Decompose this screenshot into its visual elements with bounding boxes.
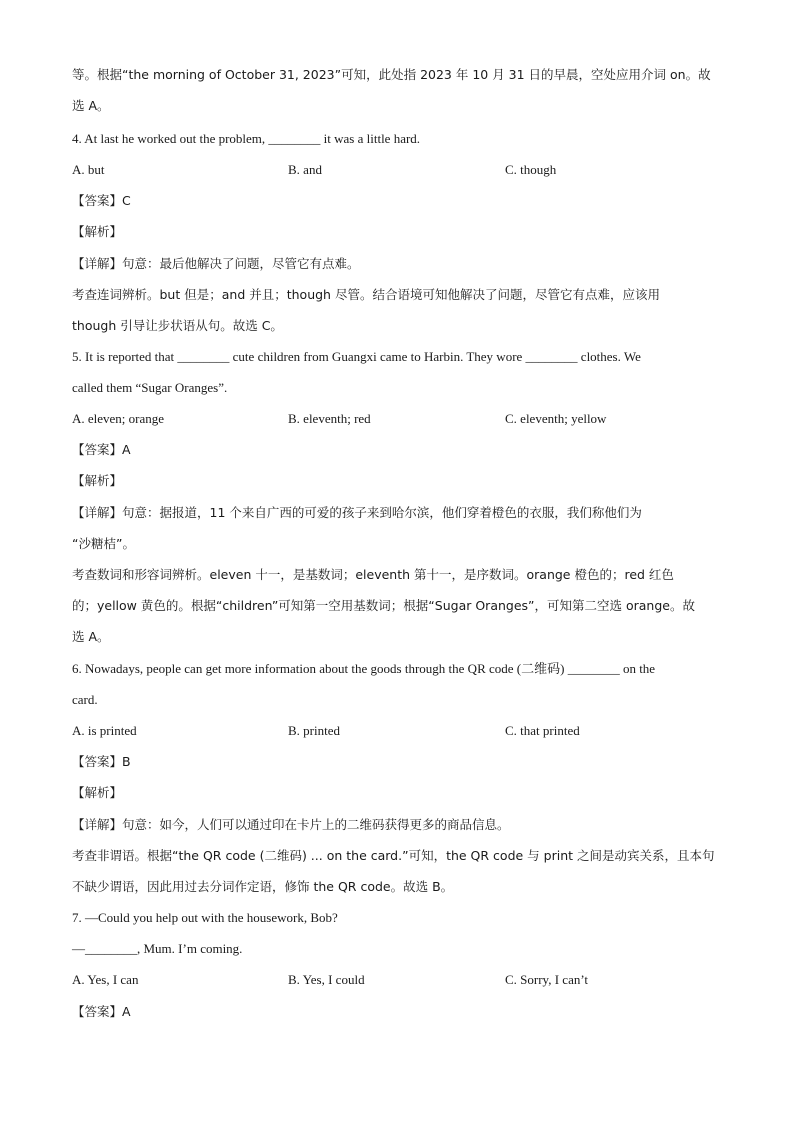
q4-answer: 【答案】C <box>72 193 131 208</box>
q4-option-b: B. and <box>288 162 322 177</box>
question-6: 6. Nowadays, people can get more information about the goods through the QR code (二维码) ________ on the <box>72 661 656 676</box>
q6-explanation-line: 不缺少谓语，因此用过去分词作定语，修饰 the QR code。故选 B。 <box>72 879 454 894</box>
q6-analysis-heading: 【解析】 <box>72 785 123 800</box>
explanation-line: 选 A。 <box>72 98 110 113</box>
question-7-response: —________, Mum. I’m coming. <box>72 941 243 956</box>
q4-explanation-line: 考查连词辨析。but 但是；and 并且；though 尽管。结合语境可知他解决了问题，尽管它有点难，应该用 <box>72 287 660 302</box>
q7-option-a: A. Yes, I can <box>72 972 139 987</box>
q6-option-c: C. that printed <box>505 723 580 738</box>
q5-answer: 【答案】A <box>72 442 131 457</box>
q5-detail-continued: “沙糖桔”。 <box>72 536 135 551</box>
q6-option-b: B. printed <box>288 723 340 738</box>
q7-answer: 【答案】A <box>72 1004 131 1019</box>
q5-explanation-line: 选 A。 <box>72 629 110 644</box>
question-4: 4. At last he worked out the problem, ________ it was a little hard. <box>72 131 421 146</box>
q6-detail: 【详解】句意：如今，人们可以通过印在卡片上的二维码获得更多的商品信息。 <box>72 817 510 832</box>
q4-option-c: C. though <box>505 162 557 177</box>
q6-answer: 【答案】B <box>72 754 131 769</box>
q4-analysis-heading: 【解析】 <box>72 224 123 239</box>
q5-option-b: B. eleventh; red <box>288 411 371 426</box>
q4-detail: 【详解】句意：最后他解决了问题，尽管它有点难。 <box>72 256 360 271</box>
q7-option-b: B. Yes, I could <box>288 972 365 987</box>
q6-explanation-line: 考查非谓语。根据“the QR code (二维码) ... on the card.”可知，the QR code 与 print 之间是动宾关系，且本句 <box>72 848 715 863</box>
q5-option-c: C. eleventh; yellow <box>505 411 607 426</box>
q5-detail: 【详解】句意：据报道，11 个来自广西的可爱的孩子来到哈尔滨，他们穿着橙色的衣服，我们称他们为 <box>72 505 642 520</box>
q5-explanation-line: 的；yellow 黄色的。根据“children”可知第一空用基数词；根据“Sugar Oranges”，可知第二空选 orange。故 <box>72 598 695 613</box>
q5-option-a: A. eleven; orange <box>72 411 165 426</box>
q7-option-c: C. Sorry, I can’t <box>505 972 589 987</box>
question-5-continued: called them “Sugar Oranges”. <box>72 380 228 395</box>
question-6-continued: card. <box>72 692 98 707</box>
q4-explanation-line: though 引导让步状语从句。故选 C。 <box>72 318 283 333</box>
q5-explanation-line: 考查数词和形容词辨析。eleven 十一，是基数词；eleventh 第十一，是序数词。orange 橙色的；red 红色 <box>72 567 674 582</box>
explanation-line: 等。根据“the morning of October 31, 2023”可知，此处指 2023 年 10 月 31 日的早晨，空处应用介词 on。故 <box>72 67 711 82</box>
q5-analysis-heading: 【解析】 <box>72 473 123 488</box>
q4-option-a: A. but <box>72 162 105 177</box>
question-5: 5. It is reported that ________ cute children from Guangxi came to Harbin. They wore ________ clothes. We <box>72 349 641 364</box>
question-7: 7. —Could you help out with the housework, Bob? <box>72 910 338 925</box>
q6-option-a: A. is printed <box>72 723 137 738</box>
